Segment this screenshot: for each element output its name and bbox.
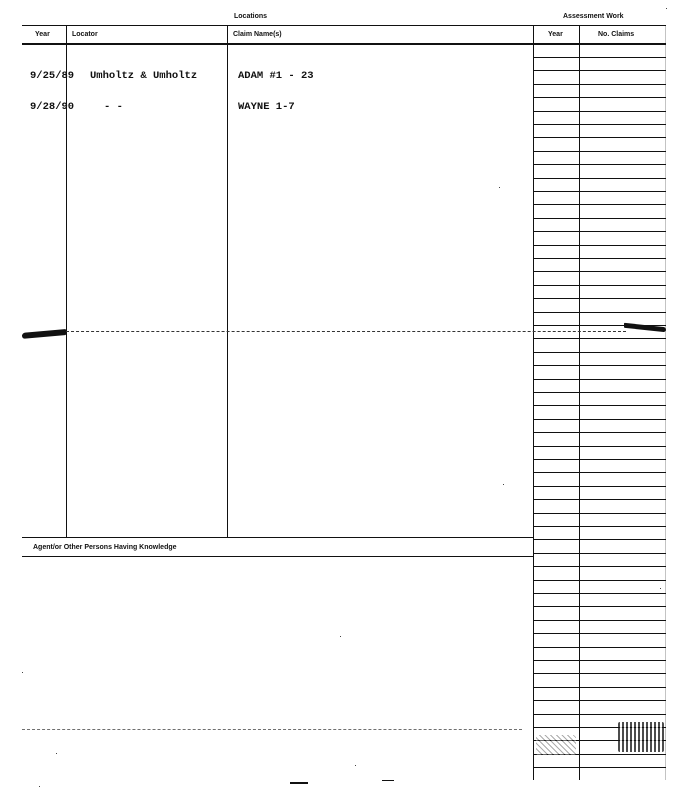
scan-noise [290,782,308,784]
entry-claim: WAYNE 1-7 [238,101,295,113]
assessment-row-line [533,472,666,473]
assessment-row-line [533,178,666,179]
assessment-row-line [533,700,666,701]
header-top-rule [22,25,666,26]
assessment-row-line [533,633,666,634]
assessment-row-line [533,204,666,205]
col-header-no-claims: No. Claims [598,31,635,38]
assessment-row-line [533,687,666,688]
assessment-row-line [533,405,666,406]
assessment-row-line [533,526,666,527]
entry-locator: Umholtz & Umholtz [90,70,198,82]
assessment-row-line [533,606,666,607]
assessment-row-line [533,647,666,648]
assessment-row-line [533,714,666,715]
entry-claim: ADAM #1 - 23 [238,70,314,82]
assessment-row-line [533,767,666,768]
assessment-row-line [533,312,666,313]
assessment-row-line [533,231,666,232]
assessment-row-line [533,419,666,420]
assessment-row-line [533,673,666,674]
scan-speck [22,672,23,673]
divider-claim-assessment [533,25,534,780]
agent-rule [22,556,534,557]
scan-speck [39,786,40,787]
assessment-row-line [533,57,666,58]
form-right-edge [665,25,666,780]
scan-speck [340,636,341,637]
assessment-row-line [533,164,666,165]
entry-year: 9/25/89 [30,70,75,82]
assessment-row-line [533,97,666,98]
assessment-row-line [533,513,666,514]
scan-noise [618,722,664,752]
assessment-row-line [533,446,666,447]
scan-speck [660,588,661,589]
scan-speck [666,8,667,9]
assessment-row-line [533,459,666,460]
divider-locator-claim [227,25,228,537]
assessment-row-line [533,660,666,661]
assessment-row-line [533,191,666,192]
agent-label: Agent/or Other Persons Having Knowledge [33,544,177,551]
assessment-row-line [533,245,666,246]
assessment-row-line [533,539,666,540]
assessment-row-line [533,271,666,272]
assessment-row-line [533,432,666,433]
header-bottom-rule [22,43,666,45]
assessment-row-line [533,258,666,259]
col-header-year: Year [35,31,50,38]
locations-title: Locations [234,13,268,20]
table-bottom-rule [22,537,534,538]
scan-speck [56,753,57,754]
assessment-row-line [533,486,666,487]
assessment-row-line [533,566,666,567]
assessment-row-line [533,580,666,581]
entry-locator: - - [104,101,123,113]
assessment-row-line [533,620,666,621]
fold-line [66,331,626,332]
scan-speck [503,484,504,485]
assessment-row-line [533,285,666,286]
assessment-row-line [533,151,666,152]
assessment-row-line [533,392,666,393]
scan-noise [536,735,576,755]
assessment-row-line [533,84,666,85]
assessment-row-line [533,499,666,500]
assessment-work-title: Assessment Work [563,13,624,20]
scan-speck [355,765,356,766]
assessment-row-line [533,365,666,366]
assessment-row-line [533,124,666,125]
scan-speck [499,187,500,188]
assessment-row-line [533,338,666,339]
bottom-fold-line [22,729,522,730]
divider-aw-year-claims [579,25,580,780]
assessment-row-line [533,137,666,138]
assessment-row-line [533,379,666,380]
assessment-row-line [533,218,666,219]
col-header-aw-year: Year [548,31,563,38]
assessment-row-line [533,111,666,112]
assessment-row-line [533,70,666,71]
scan-noise [382,780,394,781]
fold-mark-left [22,329,66,339]
entry-year: 9/28/90 [30,101,75,113]
assessment-row-line [533,593,666,594]
assessment-row-line [533,325,666,326]
col-header-claim-names: Claim Name(s) [233,31,282,38]
assessment-row-line [533,298,666,299]
col-header-locator: Locator [72,31,98,38]
assessment-row-line [533,352,666,353]
assessment-row-line [533,553,666,554]
